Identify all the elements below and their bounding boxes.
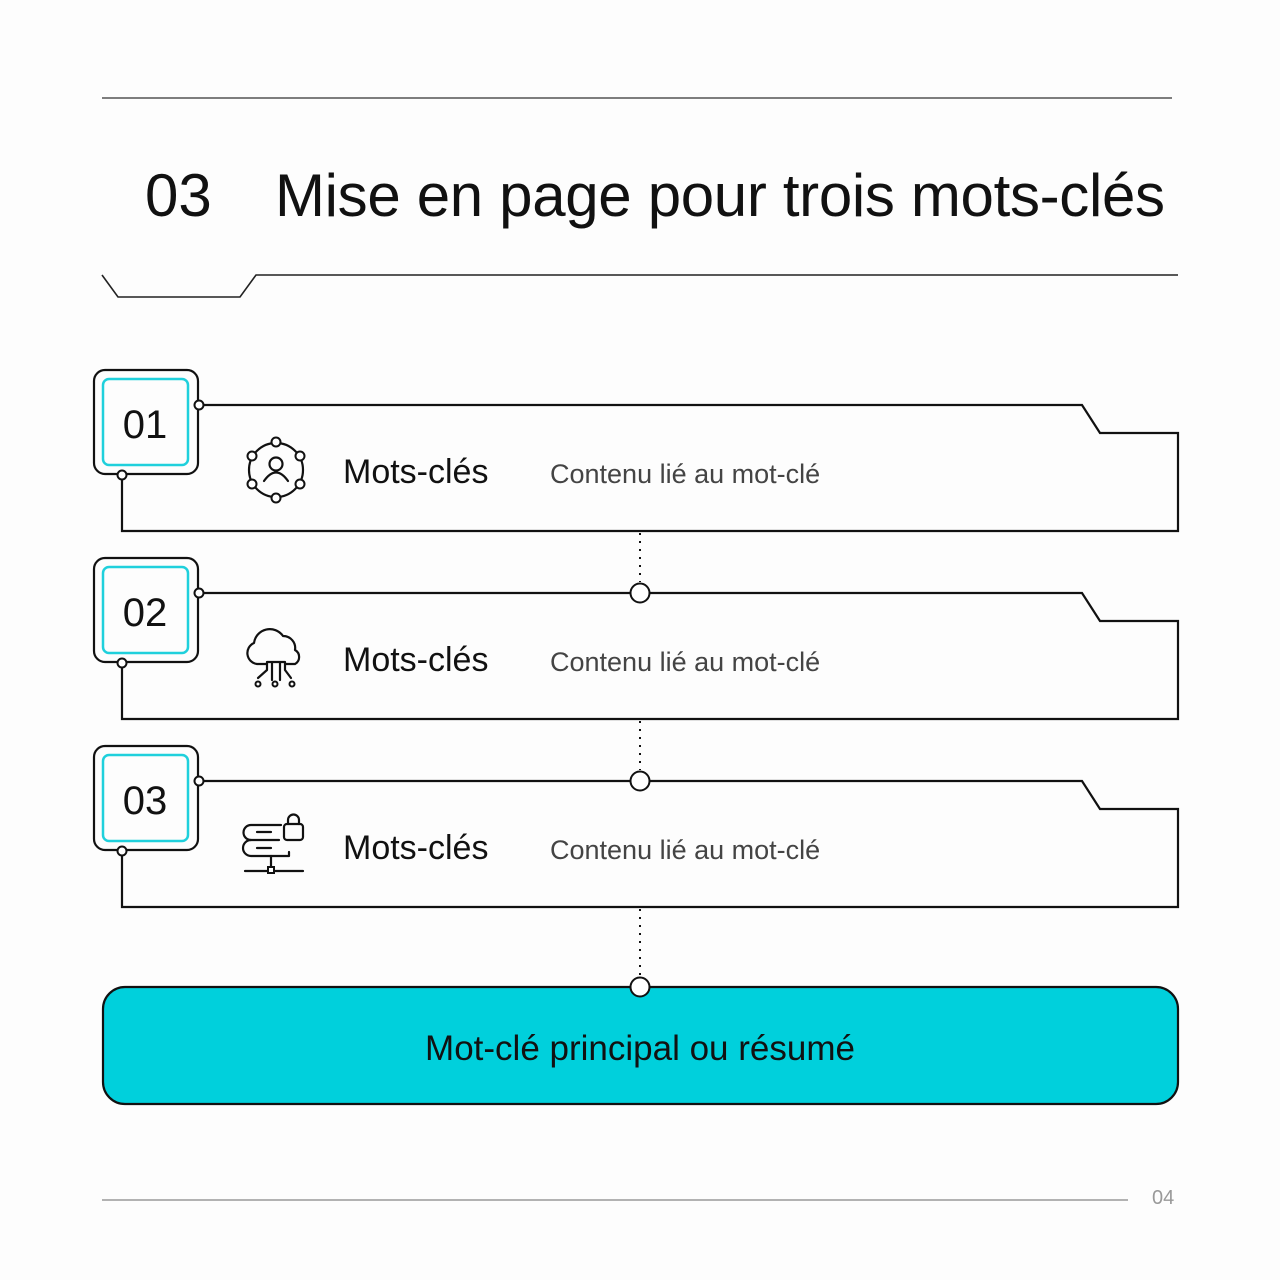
keyword-card-2 — [94, 558, 1178, 719]
keyword-label: Mots-clés — [343, 641, 489, 679]
connector-node — [118, 659, 127, 668]
connector-node — [118, 847, 127, 856]
item-number: 03 — [122, 779, 168, 823]
keyword-content: Contenu lié au mot-clé — [550, 647, 821, 677]
section-number: 03 — [145, 162, 212, 229]
item-number: 01 — [122, 403, 168, 447]
connector-node — [195, 589, 204, 598]
keyword-content: Contenu lié au mot-clé — [550, 459, 821, 489]
keyword-label: Mots-clés — [343, 829, 489, 867]
connector-node — [195, 777, 204, 786]
connector-node — [195, 401, 204, 410]
connector-node — [631, 978, 650, 997]
title-underline — [102, 275, 1178, 297]
connector-node — [631, 584, 650, 603]
page-title: Mise en page pour trois mots-clés — [275, 162, 1165, 229]
keyword-card-3 — [94, 746, 1178, 907]
server-lock-icon — [243, 815, 303, 874]
keyword-card-1 — [94, 370, 1178, 531]
page-number: 04 — [1152, 1187, 1175, 1209]
network-user-icon — [248, 438, 305, 503]
connector-node — [118, 471, 127, 480]
summary-label: Mot-clé principal ou résumé — [425, 1029, 855, 1068]
cloud-circuit-icon — [247, 629, 299, 686]
keyword-content: Contenu lié au mot-clé — [550, 835, 821, 865]
keyword-label: Mots-clés — [343, 453, 489, 491]
item-number: 02 — [122, 591, 168, 635]
connector-node — [631, 772, 650, 791]
